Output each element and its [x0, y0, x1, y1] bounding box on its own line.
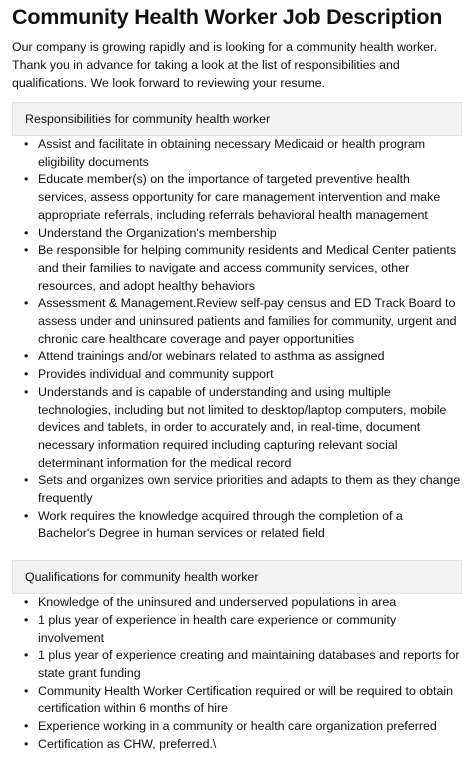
bullet-icon: • [24, 508, 29, 523]
responsibilities-heading: Responsibilities for community health worker [12, 102, 462, 136]
responsibilities-list [12, 136, 462, 543]
list-item [24, 366, 462, 384]
bullet-icon: • [24, 172, 29, 187]
bullet-icon: • [24, 137, 29, 151]
list-item [24, 736, 462, 754]
bullet-icon: • [24, 243, 29, 258]
intro-paragraph: Our company is growing rapidly and is looking for a community health worker. Thank you in advance for taking a look at the list of responsibilities and qualifications. We look forward to reviewing your resume. [12, 40, 437, 90]
list-item-text: Be responsible for helping community residents and Medical Center patients and their families to navigate and access community services, other resources, and adopt healthy behaviors [38, 243, 457, 293]
bullet-icon: • [24, 349, 29, 364]
list-item [24, 612, 462, 647]
list-item-text: 1 plus year of experience creating and maintaining databases and reports for state grant funding [38, 648, 460, 680]
list-item-text: Community Health Worker Certification required or will be required to obtain certification within 6 months of hire [38, 683, 454, 716]
list-item-text: Understand the Organization's membership [38, 225, 277, 240]
list-item-text: Certification as CHW, preferred.\ [38, 736, 217, 751]
list-item-text: Knowledge of the uninsured and underserved populations in area [38, 595, 397, 610]
bullet-icon: • [24, 612, 29, 627]
list-item [24, 295, 462, 348]
bullet-icon: • [24, 473, 29, 488]
list-item-text: Educate member(s) on the importance of targeted preventive health services, assess opportunity for care management intervention and make appropriate referrals, including referrals behavioral health management [38, 172, 441, 222]
list-item [24, 508, 462, 543]
list-item [24, 472, 462, 507]
list-item-text: Work requires the knowledge acquired through the completion of a Bachelor's Degree in human services or related field [38, 508, 403, 541]
list-item [24, 718, 462, 736]
bullet-icon: • [24, 648, 29, 663]
bullet-icon: • [24, 296, 29, 311]
bullet-icon: • [24, 719, 29, 734]
list-item-text: Attend trainings and/or webinars related to asthma as assigned [38, 349, 385, 364]
bullet-icon: • [24, 367, 29, 382]
list-item-text: 1 plus year of experience in health care experience or community involvement [38, 612, 397, 645]
qualifications-list [12, 594, 462, 753]
list-item [24, 647, 462, 682]
list-item-text: Sets and organizes own service priorities and adapts to them as they change frequently [38, 473, 461, 506]
list-item-text: Assessment & Management.Review self-pay census and ED Track Board to assess under and uninsured patients and families for community, urgent and chronic care healthcare coverage and payer opportunities [38, 296, 457, 346]
bullet-icon: • [24, 736, 29, 751]
list-item [24, 225, 462, 243]
list-item [24, 136, 462, 171]
list-item-text: Provides individual and community support [38, 367, 274, 382]
bullet-icon: • [24, 225, 29, 240]
list-item [24, 242, 462, 295]
qualifications-heading: Qualifications for community health worker [12, 560, 462, 594]
list-item-text: Assist and facilitate in obtaining necessary Medicaid or health program eligibility documents [38, 137, 426, 169]
bullet-icon: • [24, 683, 29, 698]
bullet-icon: • [24, 595, 29, 610]
list-item-text: Understands and is capable of understanding and using multiple technologies, including but not limited to desktop/laptop computers, mobile devices and tablets, in order to accurately and, in real-time, document necessary information required including capturing relevant social determinant information for the medical record [38, 384, 447, 470]
list-item [24, 683, 462, 718]
list-item [24, 384, 462, 473]
page-title: Community Health Worker Job Description [12, 5, 443, 29]
list-item [24, 171, 462, 224]
bullet-icon: • [24, 384, 29, 399]
list-item-text: Experience working in a community or health care organization preferred [38, 719, 437, 734]
list-item [24, 348, 462, 366]
list-item [24, 594, 462, 612]
